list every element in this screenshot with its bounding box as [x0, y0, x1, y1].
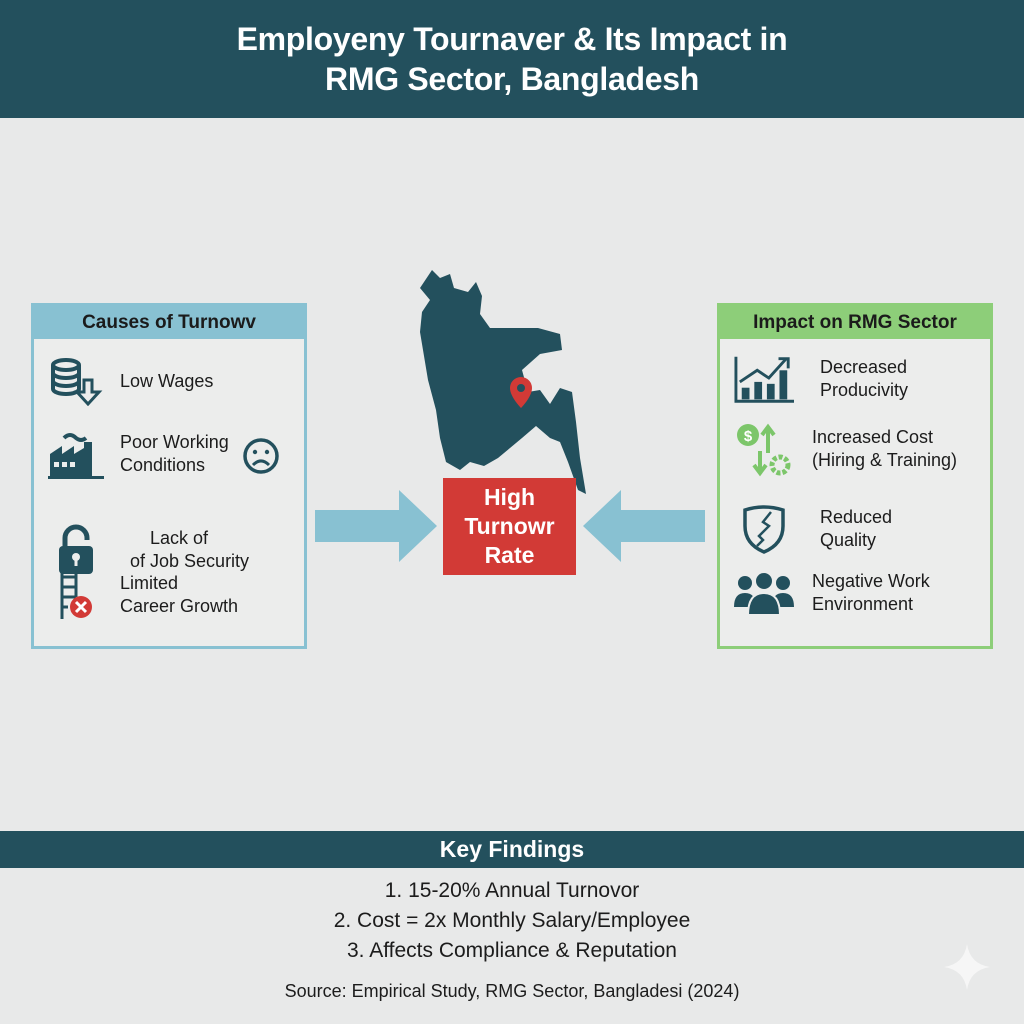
cause-label: Low Wages: [120, 370, 214, 391]
impact-label: Decreased Producivity: [820, 357, 909, 400]
impact-panel-title: Impact on RMG Sector: [720, 306, 990, 339]
causes-panel-title: Causes of Turnowv: [34, 306, 304, 339]
coins-down-icon: [46, 356, 106, 406]
ladder-x-icon: [46, 570, 106, 620]
high-turnover-rate-box: High Turnowr Rate: [443, 478, 576, 575]
padlock-icon: [46, 525, 106, 575]
impact-panel: [717, 303, 993, 649]
key-findings-header: Key Findings: [0, 831, 1024, 868]
bangladesh-map-icon: [410, 262, 600, 512]
cause-label: Poor Working Conditions: [120, 432, 229, 475]
impact-label: Reduced Quality: [820, 507, 893, 550]
finding-item: 3. Affects Compliance & Reputation: [347, 939, 677, 962]
svg-text:$: $: [743, 428, 753, 445]
arrow-left-icon: [583, 490, 705, 567]
cause-item-poor-working-conditions: [34, 429, 304, 479]
impact-item-negative-work-environment: [720, 568, 990, 618]
impact-item-decreased-productivity: [720, 354, 990, 404]
sad-face-icon: [242, 437, 280, 480]
people-group-icon: [734, 568, 794, 618]
dollar-gear-icon: [734, 424, 794, 474]
impact-item-reduced-quality: [720, 504, 990, 554]
impact-label: Negative Work Environment: [812, 571, 930, 614]
bar-chart-trend-icon: [734, 354, 794, 404]
cause-label: Lack of of Job Security: [120, 528, 250, 571]
title-line-2: RMG Sector, Bangladesh: [325, 61, 699, 97]
finding-item: 2. Cost = 2x Monthly Salary/Employee: [333, 909, 691, 932]
causes-panel: [31, 303, 307, 649]
cause-label: Limited Career Growth: [120, 573, 239, 616]
source-citation: Source: Empirical Study, RMG Sector, Bangladesi (2024): [284, 981, 740, 1001]
finding-item: 1. 15-20% Annual Turnovor: [384, 879, 640, 902]
key-findings-list: [0, 876, 1024, 966]
impact-label: Increased Cost (Hiring & Training): [812, 427, 958, 470]
cracked-shield-icon: [734, 504, 794, 554]
cause-item-low-wages: [34, 356, 304, 406]
cause-item-limited-career-growth: [34, 570, 304, 620]
arrow-right-icon: [315, 490, 437, 567]
title-line-1: Employeny Tournaver & Its Impact in: [236, 21, 788, 57]
factory-icon: [46, 429, 106, 479]
impact-item-increased-cost: [720, 424, 990, 474]
title-banner: [0, 0, 1024, 118]
sparkle-icon: [942, 942, 992, 992]
